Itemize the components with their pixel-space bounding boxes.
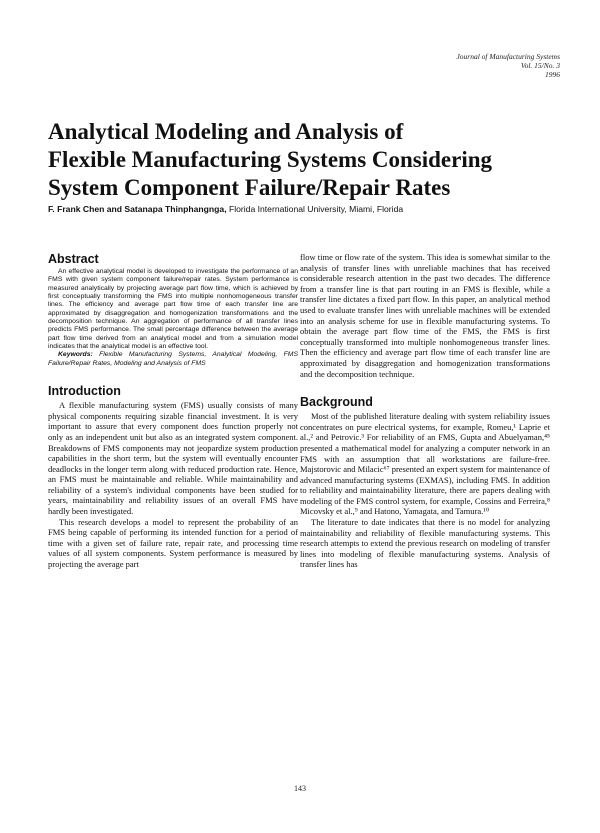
title-line: System Component Failure/Repair Rates xyxy=(48,175,451,200)
title-line: Flexible Manufacturing Systems Considering xyxy=(48,147,493,172)
paper-title xyxy=(48,118,568,202)
journal-volume: Vol. 15/No. 3 xyxy=(520,61,560,70)
keywords xyxy=(48,351,298,368)
abstract-text: An effective analytical model is developed to investigate the performance of an FMS with given system component failure/repair rates. System performance is measured analytically by projecting average part flow time, which is achieved by first conceptually transforming the FMS into multiple nonhomogeneous transfer lines. The efficiency and average part flow time of each transfer line are approximated by disaggregation and homogenization transformations and the decomposition technique. An aggregation of performance of all transfer lines predicts FMS performance. The small percentage difference between the average part flow time derived from an analytical model and from a simulation model indicates that the analytical model is an effective tool. xyxy=(48,268,298,351)
author-line xyxy=(48,204,568,214)
body-paragraph: A flexible manufacturing system (FMS) usually consists of many physical components requiring sizable financial investment. It is very important to assure that every component does function properly not only as an independent unit but also as an integrated system component. Breakdowns of FMS components may not jeopardize system production capabilities in the short term, but the system will eventually encounter deadlocks in the longer term along with reduced production rate. Hence, an FMS must be maintainable and reliable. While maintainability and reliability of a system's individual components have been studied for years, maintainability and reliability issues of an overall FMS have hardly been investigated. xyxy=(48,400,298,517)
keywords-text: Flexible Manufacturing Systems, Analytical Modeling, FMS Failure/Repair Rates, Modeling and Analysis of FMS xyxy=(48,351,298,367)
body-paragraph: This research develops a model to represent the probability of an FMS being capable of performing its intended function for a period of time with a given set of failure rate, repair rate, and processing time values of all system components. System performance is measured by projecting the average part xyxy=(48,516,298,570)
left-column xyxy=(48,252,298,570)
abstract-heading: Abstract xyxy=(48,252,99,266)
journal-header xyxy=(456,52,560,79)
right-column xyxy=(300,252,550,570)
journal-year: 1996 xyxy=(545,70,560,79)
keywords-label: Keywords: xyxy=(58,351,93,359)
introduction-section xyxy=(48,384,298,570)
abstract-section xyxy=(48,252,298,368)
author-names: F. Frank Chen and Satanapa Thinphangnga, xyxy=(48,204,227,214)
right-column-body xyxy=(300,252,550,570)
author-affiliation: Florida International University, Miami, Florida xyxy=(228,204,404,214)
body-paragraph: Most of the published literature dealing with system reliability issues concentrates on pure electrical systems, for example, Romeu,¹ Laprie et al.,² and Petrovic.³ For reliability of an FMS, Gupta and Abuelyaman,⁴⁵ presented a mathematical model for analyzing a computer network in an FMS with an assumption that all workstations are failure-free. Majstorovic and Milacic⁶⁷ presented an expert system for maintenance of advanced manufacturing systems (EXMAS), including FMS. In addition to reliability and maintainability literature, there are papers dealing with modeling of the FMS control system, for example, Cossins and Ferreira,⁸ Micovsky et al.,⁹ and Hatono, Yamagata, and Tamura.¹⁰ xyxy=(300,411,550,517)
title-line: Analytical Modeling and Analysis of xyxy=(48,119,404,144)
introduction-heading: Introduction xyxy=(48,384,121,399)
journal-name: Journal of Manufacturing Systems xyxy=(456,52,560,61)
background-heading: Background xyxy=(300,395,373,410)
page-number: 143 xyxy=(294,784,306,793)
body-paragraph: The literature to date indicates that there is no model for analyzing maintainability and reliability of flexible manufacturing systems. This research attempts to extend the previous research on modeling of transfer lines into modeling of flexible manufacturing systems. Analysis of transfer lines has xyxy=(300,517,550,570)
body-paragraph: flow time or flow rate of the system. This idea is somewhat similar to the analysis of transfer lines with unreliable machines that has received considerable research attention in the past two decades. The difference from a transfer line is that part routing in an FMS is flexible, while a transfer line dictates a fixed part flow. In this paper, an analytical method used to evaluate transfer lines with unreliable machines will be extended into an analysis scheme for use in flexible manufacturing systems. To obtain the average part flow time of the FMS, the FMS is first conceptually transformed into multiple nonhomogeneous transfer lines. Then the efficiency and average part flow time of each transfer line are approximated by disaggregation and homogenization transformations and the decomposition technique. xyxy=(300,252,550,379)
